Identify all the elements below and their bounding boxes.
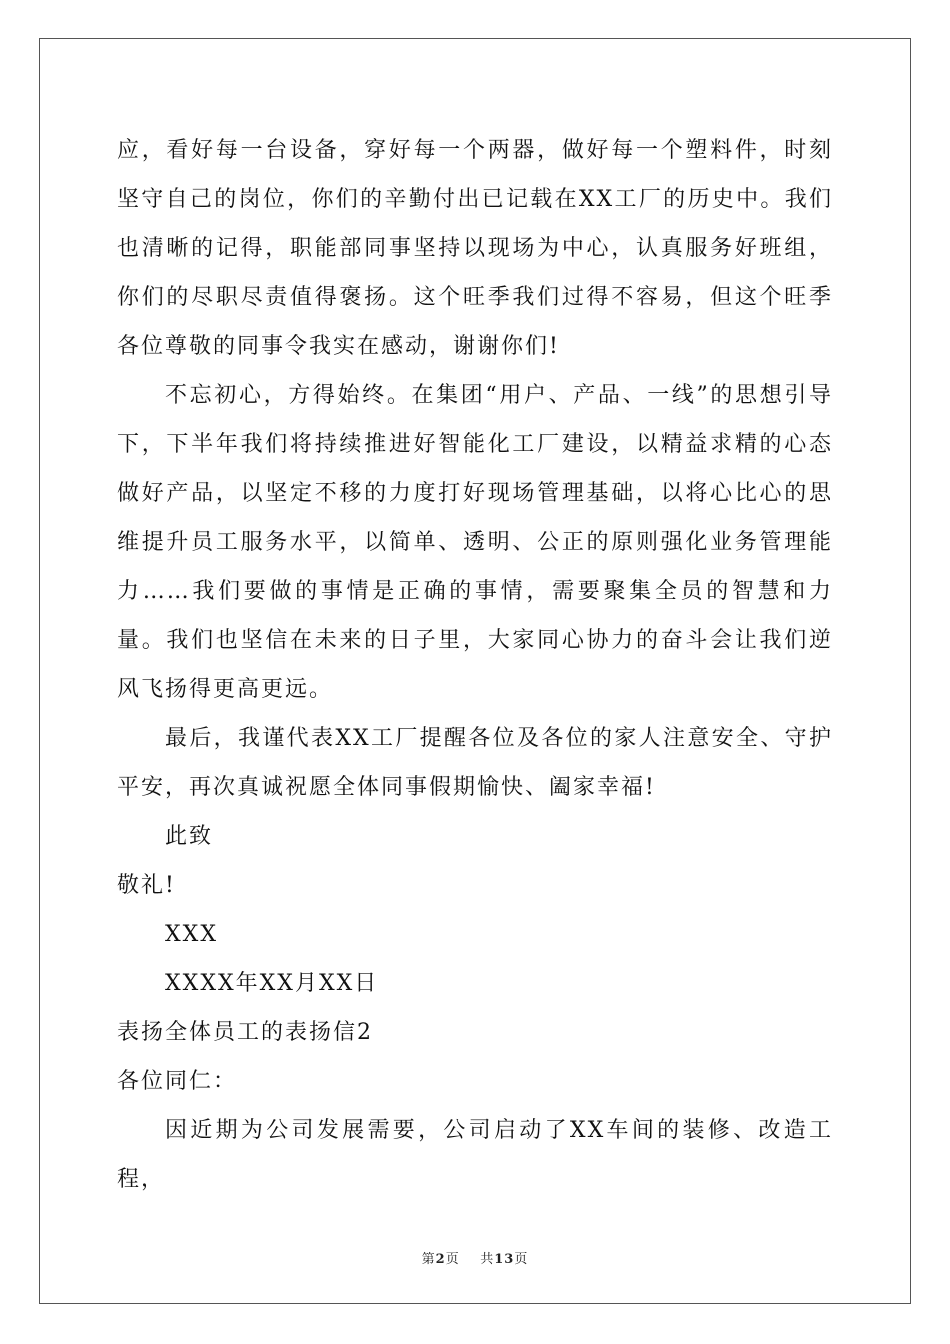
paragraph-initial-heart: 不忘初心，方得始终。在集团“用户、产品、一线”的思想引导下，下半年我们将持续推进好智能化工厂建设，以精益求精的心态做好产品，以坚定不移的力度打好现场管理基础，以将心比心的思维提升员工服务水平，以简单、透明、公正的原则强化业务管理能力……我们要做的事情是正确的事情，需要聚集全员的智慧和力量。我们也坚信在未来的日子里，大家同心协力的奋斗会让我们逆风飞扬得更高更远。	[117, 383, 833, 702]
signature-name: XXX	[165, 922, 218, 947]
paragraph-continuation: 应，看好每一台设备，穿好每一个两器，做好每一个塑料件，时刻坚守自己的岗位，你们的辛勤付出已记载在XX工厂的历史中。我们也清晰的记得，职能部同事坚持以现场为中心，认真服务好班组，你们的尽职尽责值得褒扬。这个旺季我们过得不容易，但这个旺季各位尊敬的同事令我实在感动，谢谢你们!	[117, 138, 833, 359]
salutation-jingli: 敬礼!	[117, 873, 176, 898]
page-footer	[0, 1248, 950, 1267]
page-label-suffix: 页	[445, 1252, 460, 1267]
total-pages: 13	[494, 1252, 515, 1267]
page-number: 2	[435, 1252, 446, 1267]
salutation-cizhi: 此致	[165, 824, 214, 849]
letter-2-title: 表扬全体员工的表扬信2	[117, 1020, 373, 1045]
signature-date: XXXX年XX月XX日	[165, 971, 379, 996]
paragraph-closing-wishes: 最后，我谨代表XX工厂提醒各位及各位的家人注意安全、守护平安，再次真诚祝愿全体同事假期愉快、阖家幸福!	[117, 726, 833, 800]
letter-2-first-paragraph: 因近期为公司发展需要，公司启动了XX车间的装修、改造工程，	[117, 1118, 833, 1192]
total-label-suffix: 页	[514, 1252, 529, 1267]
total-label-prefix: 共	[480, 1252, 495, 1267]
letter-2-greeting: 各位同仁：	[117, 1069, 238, 1094]
page-label-prefix: 第	[421, 1252, 436, 1267]
document-body	[117, 126, 833, 1204]
